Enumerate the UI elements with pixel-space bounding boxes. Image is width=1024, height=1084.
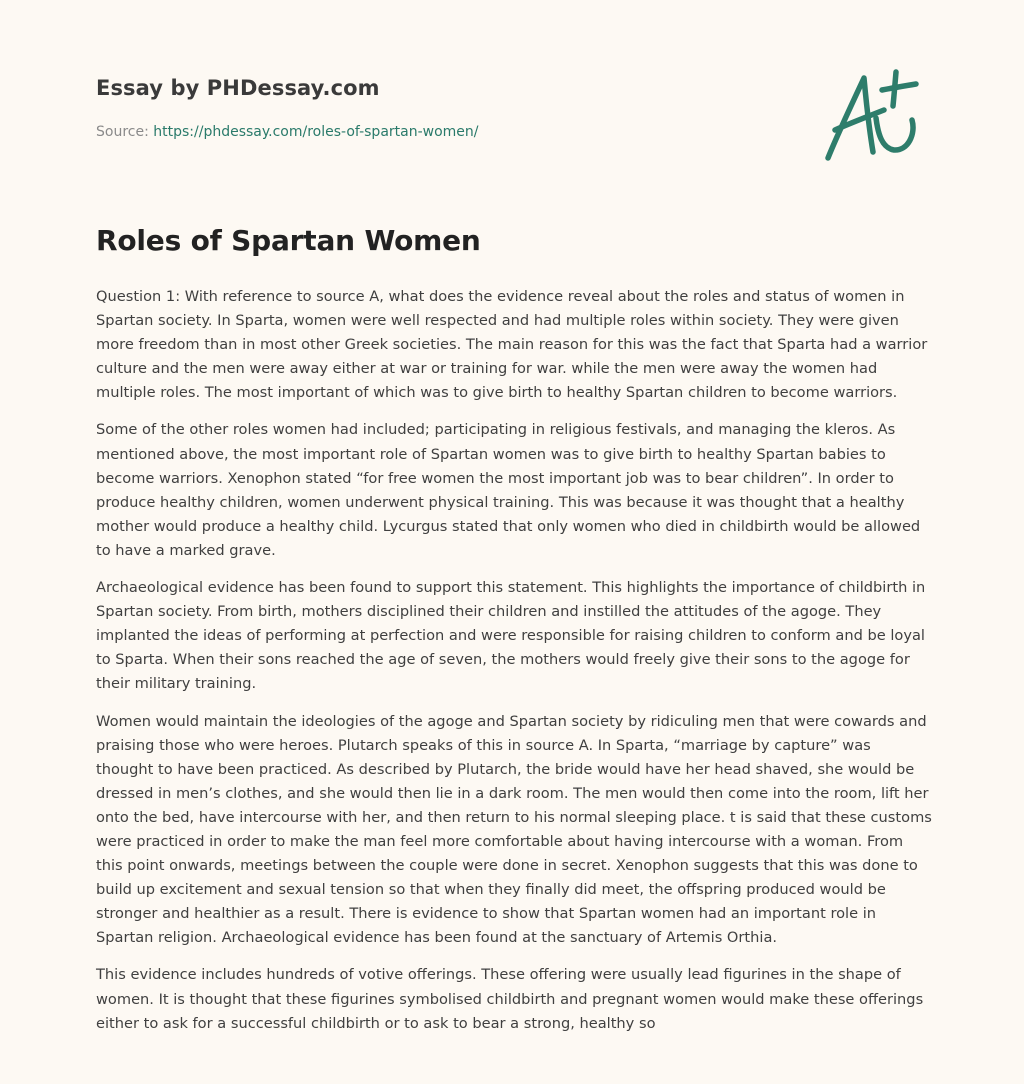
source-line (96, 124, 479, 140)
essay-body (96, 285, 932, 1049)
paragraph: Women would maintain the ideologies of the agoge and Spartan society by ridiculing men that were cowards and praising those who were heroes. Plutarch speaks of this in source A. In Sparta, “marriage by capture” was thought to have been practiced. As described by Plutarch, the bride would have her head shaved, she would be dressed in men’s clothes, and she would then lie in a dark room. The men would then come into the room, lift her onto the bed, have intercourse with her, and then return to his normal sleeping place. t is said that these customs were practiced in order to make the man feel more comfortable about having intercourse with a woman. From this point onwards, meetings between the couple were done in secret. Xenophon suggests that this was done to build up excitement and sexual tension so that when they finally did meet, the offspring produced would be stronger and healthier as a result. There is evidence to show that Spartan women had an important role in Spartan religion. Archaeological evidence has been found at the sanctuary of Artemis Orthia. (96, 712, 932, 947)
paragraph: Some of the other roles women had included; participating in religious festivals, and managing the kleros. As mentioned above, the most important role of Spartan women was to give birth to healthy Spartan babies to become warriors. Xenophon stated “for free women the most important job was to bear children”. In order to produce healthy children, women underwent physical training. This was because it was thought that a healthy mother would produce a healthy child. Lycurgus stated that only women who died in childbirth would be allowed to have a marked grave. (96, 421, 921, 559)
source-label: Source: (96, 124, 154, 140)
paragraph: Question 1: With reference to source A, what does the evidence reveal about the roles and status of women in Spartan society. In Sparta, women were well respected and had multiple roles within society. They were given more freedom than in most other Greek societies. The main reason for this was the fact that Sparta had a warrior culture and the men were away either at war or training for war. while the men were away the women had multiple roles. The most important of which was to give birth to healthy Spartan children to become warriors. (96, 288, 928, 402)
source-link[interactable]: https://phdessay.com/roles-of-spartan-women/ (153, 124, 479, 140)
essay-title: Roles of Spartan Women (96, 224, 481, 257)
brand-name: Essay by PHDessay.com (96, 76, 380, 100)
essay-page (96, 0, 932, 1084)
a-plus-grade-icon (822, 66, 928, 166)
paragraph: Archaeological evidence has been found to support this statement. This highlights the importance of childbirth in Spartan society. From birth, mothers disciplined their children and instilled the attitudes of the agoge. They implanted the ideas of performing at perfection and were responsible for raising children to conform and be loyal to Sparta. When their sons reached the age of seven, the mothers would freely give their sons to the agoge for their military training. (96, 579, 926, 693)
paragraph: This evidence includes hundreds of votive offerings. These offering were usually lead figurines in the shape of women. It is thought that these figurines symbolised childbirth and pregnant women would make these offerings either to ask for a successful childbirth or to ask to bear a strong, healthy so (96, 966, 924, 1032)
